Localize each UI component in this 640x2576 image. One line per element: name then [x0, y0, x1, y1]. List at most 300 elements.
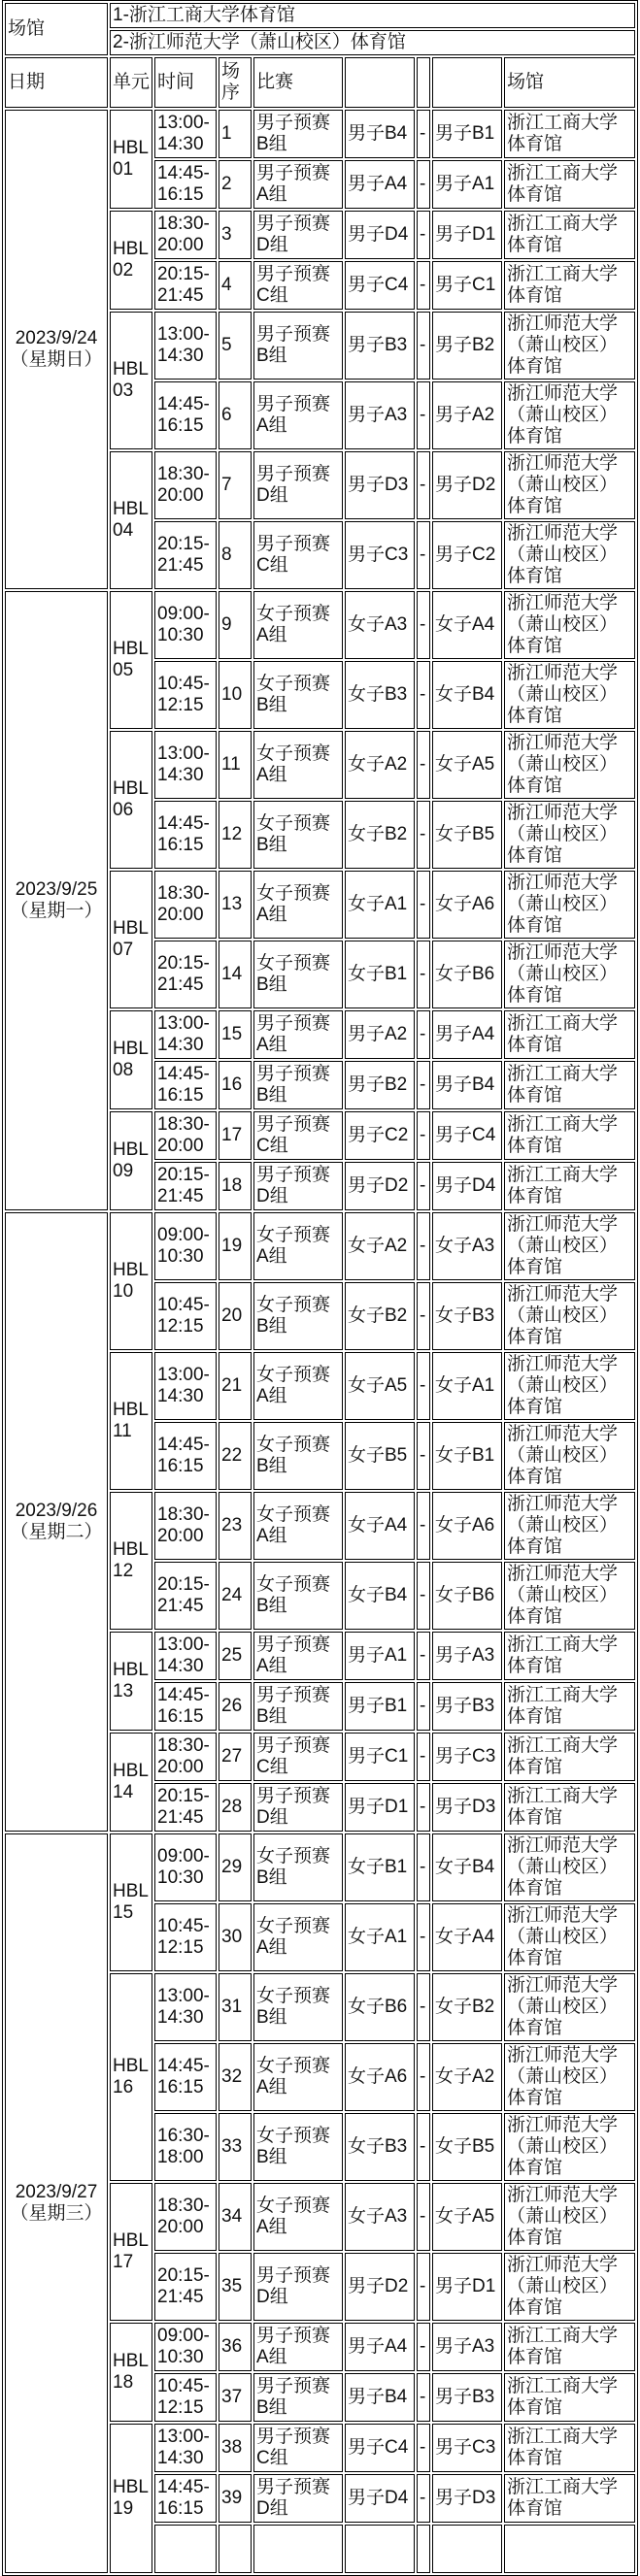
venue-cell: 浙江师范大学（萧山校区）体育馆: [504, 591, 635, 659]
game-cell: 女子预赛B组: [253, 1282, 343, 1350]
team-a-cell: 男子A2: [345, 1010, 415, 1059]
team-b-cell: 女子A4: [432, 591, 502, 659]
venue-cell: 浙江师范大学（萧山校区）体育馆: [504, 1352, 635, 1420]
venue-cell: 浙江师范大学（萧山校区）体育馆: [504, 2253, 635, 2321]
team-b-cell: 男子D3: [432, 2474, 502, 2523]
team-b-cell: 女子A1: [432, 1352, 502, 1420]
venue-cell: 浙江工商大学体育馆: [504, 211, 635, 259]
venue-cell: 浙江工商大学体育馆: [504, 1162, 635, 1210]
venue-cell: 浙江师范大学（萧山校区）体育馆: [504, 731, 635, 799]
team-a-cell: 女子B1: [345, 1833, 415, 1901]
seq-cell: 36: [219, 2323, 252, 2371]
team-a-cell: 女子B5: [345, 1422, 415, 1490]
game-cell: 男子预赛D组: [253, 2253, 343, 2321]
game-cell: [253, 2525, 343, 2573]
team-b-cell: 女子B1: [432, 1422, 502, 1490]
seq-cell: 28: [219, 1783, 252, 1832]
table-row: [5, 1833, 635, 1901]
team-b-cell: 女子A6: [432, 871, 502, 939]
time-cell: 20:15-21:45: [154, 941, 217, 1008]
venue-cell: 浙江师范大学（萧山校区）体育馆: [504, 661, 635, 729]
team-b-cell: 女子B5: [432, 2113, 502, 2181]
unit-cell: HBL15: [110, 1833, 152, 1971]
team-a-cell: 男子B3: [345, 312, 415, 380]
game-cell: 女子预赛A组: [253, 1492, 343, 1560]
team-a-cell: 女子B1: [345, 941, 415, 1008]
unit-cell: HBL16: [110, 1973, 152, 2181]
team-b-cell: 男子B1: [432, 110, 502, 158]
separator-cell: -: [417, 1562, 430, 1630]
venue-cell: 浙江工商大学体育馆: [504, 1632, 635, 1680]
time-cell: 20:15-21:45: [154, 1162, 217, 1210]
game-cell: 男子预赛A组: [253, 160, 343, 209]
separator-cell: -: [417, 731, 430, 799]
unit-cell: HBL01: [110, 110, 152, 209]
venue-cell: 浙江师范大学（萧山校区）体育馆: [504, 941, 635, 1008]
team-b-cell: 男子D2: [432, 451, 502, 519]
seq-cell: 5: [219, 312, 252, 380]
venues-label: 场馆: [5, 3, 108, 55]
separator-cell: -: [417, 2043, 430, 2111]
venue-cell: 浙江师范大学（萧山校区）体育馆: [504, 1282, 635, 1350]
team-a-cell: 女子A3: [345, 591, 415, 659]
team-b-cell: 男子A3: [432, 1632, 502, 1680]
separator-cell: -: [417, 1492, 430, 1560]
header-date: 日期: [5, 57, 108, 108]
team-a-cell: 男子D4: [345, 2474, 415, 2523]
team-b-cell: 男子B4: [432, 1061, 502, 1109]
venue-cell: 浙江师范大学（萧山校区）体育馆: [504, 2113, 635, 2181]
game-cell: 男子预赛A组: [253, 2323, 343, 2371]
separator-cell: -: [417, 1783, 430, 1832]
schedule-table: [2, 0, 638, 2576]
time-cell: 13:00-14:30: [154, 1010, 217, 1059]
game-cell: 女子预赛A组: [253, 1352, 343, 1420]
game-cell: 女子预赛A组: [253, 1212, 343, 1280]
separator-cell: -: [417, 261, 430, 310]
header-seq: 场序: [219, 57, 252, 108]
time-cell: 20:15-21:45: [154, 1783, 217, 1832]
separator-cell: -: [417, 110, 430, 158]
date-cell: [5, 1212, 108, 1832]
separator-cell: -: [417, 1061, 430, 1109]
seq-cell: 34: [219, 2183, 252, 2251]
header-row: [5, 57, 635, 108]
team-b-cell: 男子A4: [432, 1010, 502, 1059]
separator-cell: -: [417, 1111, 430, 1160]
team-a-cell: 男子B4: [345, 110, 415, 158]
separator-cell: -: [417, 521, 430, 589]
venue-cell: 浙江师范大学（萧山校区）体育馆: [504, 2043, 635, 2111]
time-cell: 10:45-12:15: [154, 661, 217, 729]
unit-cell: HBL12: [110, 1492, 152, 1630]
game-cell: 男子预赛B组: [253, 1682, 343, 1731]
date-cell: [5, 110, 108, 589]
game-cell: 女子预赛A组: [253, 871, 343, 939]
team-a-cell: 女子A4: [345, 1492, 415, 1560]
time-cell: 18:30-20:00: [154, 1492, 217, 1560]
time-cell: 18:30-20:00: [154, 451, 217, 519]
game-cell: 女子预赛A组: [253, 731, 343, 799]
game-cell: 男子预赛D组: [253, 211, 343, 259]
team-b-cell: 男子C3: [432, 2424, 502, 2472]
seq-cell: 35: [219, 2253, 252, 2321]
game-cell: 男子预赛B组: [253, 312, 343, 380]
separator-cell: -: [417, 1632, 430, 1680]
venue-cell: 浙江工商大学体育馆: [504, 2474, 635, 2523]
time-cell: 14:45-16:15: [154, 1422, 217, 1490]
unit-cell: HBL07: [110, 871, 152, 1008]
team-a-cell: 男子A3: [345, 381, 415, 449]
game-cell: 女子预赛A组: [253, 2043, 343, 2111]
team-b-cell: 男子A1: [432, 160, 502, 209]
time-cell: 14:45-16:15: [154, 801, 217, 869]
time-cell: 20:15-21:45: [154, 2253, 217, 2321]
time-cell: 14:45-16:15: [154, 2043, 217, 2111]
team-b-cell: 男子D1: [432, 2253, 502, 2321]
table-row: [5, 1212, 635, 1280]
seq-cell: 39: [219, 2474, 252, 2523]
game-cell: 男子预赛B组: [253, 110, 343, 158]
separator-cell: -: [417, 801, 430, 869]
team-b-cell: 女子B6: [432, 941, 502, 1008]
team-b-cell: [432, 2525, 502, 2573]
venue-cell: 浙江师范大学（萧山校区）体育馆: [504, 871, 635, 939]
seq-cell: 37: [219, 2373, 252, 2422]
seq-cell: 15: [219, 1010, 252, 1059]
weekday-text: （星期二）: [10, 1522, 103, 1542]
unit-cell: HBL10: [110, 1212, 152, 1350]
venue-cell: 浙江工商大学体育馆: [504, 261, 635, 310]
header-venue: 场馆: [504, 57, 635, 108]
team-a-cell: 男子C2: [345, 1111, 415, 1160]
team-a-cell: 男子B1: [345, 1682, 415, 1731]
team-a-cell: 女子B6: [345, 1973, 415, 2041]
separator-cell: -: [417, 1422, 430, 1490]
separator-cell: -: [417, 2113, 430, 2181]
team-a-cell: 男子D2: [345, 2253, 415, 2321]
game-cell: 男子预赛A组: [253, 1010, 343, 1059]
team-b-cell: 女子A6: [432, 1492, 502, 1560]
time-cell: 10:45-12:15: [154, 2373, 217, 2422]
time-cell: 13:00-14:30: [154, 312, 217, 380]
team-b-cell: 女子B6: [432, 1562, 502, 1630]
team-a-cell: 男子C4: [345, 2424, 415, 2472]
team-b-cell: 男子D4: [432, 1162, 502, 1210]
game-cell: 男子预赛A组: [253, 381, 343, 449]
team-b-cell: 男子C1: [432, 261, 502, 310]
venue-item: 1-浙江工商大学体育馆: [110, 3, 635, 28]
time-cell: 14:45-16:15: [154, 1682, 217, 1731]
seq-cell: 30: [219, 1903, 252, 1971]
seq-cell: 6: [219, 381, 252, 449]
game-cell: 女子预赛A组: [253, 2183, 343, 2251]
venue-cell: 浙江工商大学体育馆: [504, 1682, 635, 1731]
team-b-cell: 男子D3: [432, 1783, 502, 1832]
unit-cell: HBL17: [110, 2183, 152, 2321]
game-cell: 女子预赛B组: [253, 1833, 343, 1901]
seq-cell: [219, 2525, 252, 2573]
header-team-b: [432, 57, 502, 108]
team-b-cell: 女子B2: [432, 1973, 502, 2041]
team-b-cell: 女子A5: [432, 731, 502, 799]
date-text: 2023/9/24: [15, 328, 98, 348]
team-a-cell: 男子C1: [345, 1733, 415, 1781]
venue-cell: 浙江师范大学（萧山校区）体育馆: [504, 1903, 635, 1971]
venue-cell: 浙江工商大学体育馆: [504, 2323, 635, 2371]
time-cell: 09:00-10:30: [154, 2323, 217, 2371]
game-cell: 男子预赛A组: [253, 1632, 343, 1680]
game-cell: 男子预赛D组: [253, 1783, 343, 1832]
venue-cell: 浙江师范大学（萧山校区）体育馆: [504, 801, 635, 869]
team-a-cell: 男子D3: [345, 451, 415, 519]
game-cell: 女子预赛B组: [253, 1422, 343, 1490]
header-unit: 单元: [110, 57, 152, 108]
time-cell: 13:00-14:30: [154, 731, 217, 799]
unit-cell: HBL19: [110, 2424, 152, 2573]
time-cell: 18:30-20:00: [154, 871, 217, 939]
team-a-cell: 男子B2: [345, 1061, 415, 1109]
separator-cell: -: [417, 2373, 430, 2422]
seq-cell: 22: [219, 1422, 252, 1490]
seq-cell: 11: [219, 731, 252, 799]
unit-cell: HBL13: [110, 1632, 152, 1731]
separator-cell: -: [417, 1833, 430, 1901]
seq-cell: 9: [219, 591, 252, 659]
seq-cell: 23: [219, 1492, 252, 1560]
time-cell: 18:30-20:00: [154, 211, 217, 259]
seq-cell: 10: [219, 661, 252, 729]
header-game: 比赛: [253, 57, 343, 108]
time-cell: 18:30-20:00: [154, 1733, 217, 1781]
team-a-cell: 男子A4: [345, 2323, 415, 2371]
separator-cell: -: [417, 1682, 430, 1731]
game-cell: 女子预赛B组: [253, 801, 343, 869]
time-cell: 10:45-12:15: [154, 1282, 217, 1350]
seq-cell: 25: [219, 1632, 252, 1680]
unit-cell: HBL14: [110, 1733, 152, 1832]
separator-cell: -: [417, 2253, 430, 2321]
team-b-cell: 女子A3: [432, 1212, 502, 1280]
separator-cell: -: [417, 2183, 430, 2251]
venue-cell: 浙江师范大学（萧山校区）体育馆: [504, 1212, 635, 1280]
game-cell: 女子预赛A组: [253, 1903, 343, 1971]
separator-cell: -: [417, 1973, 430, 2041]
venue-row: [5, 3, 635, 28]
venue-cell: 浙江工商大学体育馆: [504, 160, 635, 209]
separator-cell: -: [417, 211, 430, 259]
time-cell: [154, 2525, 217, 2573]
venue-cell: 浙江师范大学（萧山校区）体育馆: [504, 1833, 635, 1901]
team-b-cell: 男子B2: [432, 312, 502, 380]
separator-cell: [417, 2525, 430, 2573]
team-a-cell: 男子B4: [345, 2373, 415, 2422]
time-cell: 20:15-21:45: [154, 521, 217, 589]
team-b-cell: 女子A2: [432, 2043, 502, 2111]
separator-cell: -: [417, 661, 430, 729]
seq-cell: 3: [219, 211, 252, 259]
date-cell: [5, 1833, 108, 2573]
team-b-cell: 男子D1: [432, 211, 502, 259]
team-b-cell: 女子B4: [432, 1833, 502, 1901]
team-b-cell: 男子C2: [432, 521, 502, 589]
time-cell: 20:15-21:45: [154, 1562, 217, 1630]
seq-cell: 13: [219, 871, 252, 939]
venue-cell: [504, 2525, 635, 2573]
date-text: 2023/9/25: [15, 879, 98, 900]
separator-cell: -: [417, 312, 430, 380]
seq-cell: 26: [219, 1682, 252, 1731]
game-cell: 男子预赛C组: [253, 1111, 343, 1160]
game-cell: 女子预赛B组: [253, 1973, 343, 2041]
unit-cell: HBL02: [110, 211, 152, 310]
team-a-cell: 男子D4: [345, 211, 415, 259]
team-b-cell: 男子C3: [432, 1733, 502, 1781]
seq-cell: 12: [219, 801, 252, 869]
team-b-cell: 男子A3: [432, 2323, 502, 2371]
team-b-cell: 女子B4: [432, 661, 502, 729]
venue-cell: 浙江师范大学（萧山校区）体育馆: [504, 1562, 635, 1630]
team-a-cell: 女子A6: [345, 2043, 415, 2111]
game-cell: 女子预赛B组: [253, 2113, 343, 2181]
team-b-cell: 男子B3: [432, 1682, 502, 1731]
team-b-cell: 女子A5: [432, 2183, 502, 2251]
seq-cell: 8: [219, 521, 252, 589]
separator-cell: -: [417, 1212, 430, 1280]
separator-cell: -: [417, 451, 430, 519]
venue-cell: 浙江工商大学体育馆: [504, 1733, 635, 1781]
separator-cell: -: [417, 2323, 430, 2371]
unit-cell: HBL03: [110, 312, 152, 449]
game-cell: 男子预赛B组: [253, 2373, 343, 2422]
time-cell: 10:45-12:15: [154, 1903, 217, 1971]
team-b-cell: 男子C4: [432, 1111, 502, 1160]
venue-cell: 浙江师范大学（萧山校区）体育馆: [504, 451, 635, 519]
team-b-cell: 女子B3: [432, 1282, 502, 1350]
team-a-cell: 男子D2: [345, 1162, 415, 1210]
team-b-cell: 男子A2: [432, 381, 502, 449]
weekday-text: （星期一）: [10, 901, 103, 921]
seq-cell: 14: [219, 941, 252, 1008]
time-cell: 13:00-14:30: [154, 1973, 217, 2041]
unit-cell: HBL08: [110, 1010, 152, 1109]
venue-cell: 浙江师范大学（萧山校区）体育馆: [504, 1422, 635, 1490]
time-cell: 16:30-18:00: [154, 2113, 217, 2181]
seq-cell: 17: [219, 1111, 252, 1160]
team-b-cell: 男子B3: [432, 2373, 502, 2422]
time-cell: 14:45-16:15: [154, 2474, 217, 2523]
team-b-cell: 女子A4: [432, 1903, 502, 1971]
seq-cell: 24: [219, 1562, 252, 1630]
game-cell: 男子预赛C组: [253, 521, 343, 589]
time-cell: 13:00-14:30: [154, 1352, 217, 1420]
time-cell: 13:00-14:30: [154, 110, 217, 158]
time-cell: 09:00-10:30: [154, 1212, 217, 1280]
team-a-cell: 女子A2: [345, 1212, 415, 1280]
seq-cell: 20: [219, 1282, 252, 1350]
unit-cell: HBL05: [110, 591, 152, 729]
venue-item: 2-浙江师范大学（萧山校区）体育馆: [110, 30, 635, 55]
seq-cell: 1: [219, 110, 252, 158]
seq-cell: 29: [219, 1833, 252, 1901]
separator-cell: -: [417, 1010, 430, 1059]
venue-cell: 浙江工商大学体育馆: [504, 1783, 635, 1832]
header-sep: [417, 57, 430, 108]
separator-cell: -: [417, 1733, 430, 1781]
team-b-cell: 女子B5: [432, 801, 502, 869]
time-cell: 09:00-10:30: [154, 591, 217, 659]
table-row: [5, 110, 635, 158]
venue-cell: 浙江工商大学体育馆: [504, 2424, 635, 2472]
header-time: 时间: [154, 57, 217, 108]
game-cell: 男子预赛C组: [253, 1733, 343, 1781]
seq-cell: 21: [219, 1352, 252, 1420]
weekday-text: （星期三）: [10, 2203, 103, 2224]
game-cell: 男子预赛D组: [253, 451, 343, 519]
date-text: 2023/9/26: [15, 1501, 98, 1521]
time-cell: 20:15-21:45: [154, 261, 217, 310]
team-a-cell: 女子A3: [345, 2183, 415, 2251]
venue-cell: 浙江师范大学（萧山校区）体育馆: [504, 1492, 635, 1560]
team-a-cell: 女子A5: [345, 1352, 415, 1420]
separator-cell: -: [417, 941, 430, 1008]
unit-cell: HBL11: [110, 1352, 152, 1490]
team-a-cell: 男子A1: [345, 1632, 415, 1680]
separator-cell: -: [417, 2424, 430, 2472]
team-a-cell: 女子B2: [345, 801, 415, 869]
seq-cell: 27: [219, 1733, 252, 1781]
venue-cell: 浙江工商大学体育馆: [504, 2373, 635, 2422]
team-a-cell: 女子A1: [345, 871, 415, 939]
venue-cell: 浙江师范大学（萧山校区）体育馆: [504, 381, 635, 449]
game-cell: 女子预赛A组: [253, 591, 343, 659]
weekday-text: （星期日）: [10, 349, 103, 370]
venue-cell: 浙江工商大学体育馆: [504, 1061, 635, 1109]
seq-cell: 18: [219, 1162, 252, 1210]
game-cell: 女子预赛B组: [253, 661, 343, 729]
header-team-a: [345, 57, 415, 108]
venue-cell: 浙江工商大学体育馆: [504, 1111, 635, 1160]
unit-cell: HBL09: [110, 1111, 152, 1210]
team-a-cell: [345, 2525, 415, 2573]
separator-cell: -: [417, 1903, 430, 1971]
game-cell: 男子预赛D组: [253, 2474, 343, 2523]
game-cell: 男子预赛B组: [253, 1061, 343, 1109]
seq-cell: 7: [219, 451, 252, 519]
seq-cell: 33: [219, 2113, 252, 2181]
time-cell: 13:00-14:30: [154, 1632, 217, 1680]
time-cell: 14:45-16:15: [154, 381, 217, 449]
separator-cell: -: [417, 871, 430, 939]
unit-cell: HBL18: [110, 2323, 152, 2422]
team-a-cell: 女子B4: [345, 1562, 415, 1630]
team-a-cell: 男子C3: [345, 521, 415, 589]
separator-cell: -: [417, 1162, 430, 1210]
venue-cell: 浙江师范大学（萧山校区）体育馆: [504, 312, 635, 380]
team-a-cell: 女子A2: [345, 731, 415, 799]
seq-cell: 19: [219, 1212, 252, 1280]
time-cell: 09:00-10:30: [154, 1833, 217, 1901]
unit-cell: HBL04: [110, 451, 152, 589]
time-cell: 14:45-16:15: [154, 1061, 217, 1109]
time-cell: 14:45-16:15: [154, 160, 217, 209]
team-a-cell: 女子B3: [345, 661, 415, 729]
team-a-cell: 女子B2: [345, 1282, 415, 1350]
team-a-cell: 男子C4: [345, 261, 415, 310]
seq-cell: 31: [219, 1973, 252, 2041]
venue-cell: 浙江师范大学（萧山校区）体育馆: [504, 1973, 635, 2041]
team-a-cell: 女子B3: [345, 2113, 415, 2181]
